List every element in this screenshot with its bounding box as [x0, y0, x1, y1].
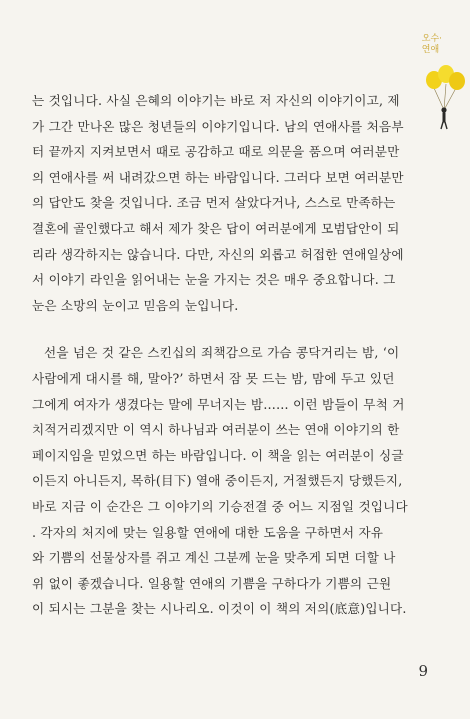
running-head-line: 연애: [421, 45, 440, 55]
text-line: 선을 넘은 것 같은 스킨십의 죄책감으로 가슴 콩닥거리는 밤, ‘이: [44, 345, 400, 361]
text-line: 사람에게 대시를 해, 말아?’ 하면서 잠 못 드는 밤, 맘에 두고 있던: [32, 370, 395, 386]
text-line: 바로 지금 이 순간은 그 이야기의 기승전결 중 어느 지점일 것입니다: [32, 498, 408, 514]
text-line: 리라 생각하지는 않습니다. 다만, 자신의 외롭고 허접한 연애일상에: [32, 246, 404, 262]
text-line: 페이지임을 믿었으면 하는 바람입니다. 이 책을 읽는 여러분이 싱글: [32, 447, 404, 463]
text-line: . 각자의 처지에 맞는 일용할 연애에 대한 도움을 구하면서 자유: [32, 524, 384, 540]
balloon-figure-illustration: [420, 58, 468, 130]
text-line: 가 그간 만나온 많은 청년들의 이야기입니다. 남의 연애사를 처음부: [32, 118, 404, 134]
text-line: 치적거리겠지만 이 역시 하나님과 여러분이 쓰는 연애 이야기의 한: [32, 422, 400, 438]
text-line: 위 없이 좋겠습니다. 일용할 연애의 기쁨을 구하다가 기쁨의 근원: [32, 575, 392, 591]
text-line: 의 연애사를 써 내려갔으면 하는 바람입니다. 그러다 보면 여러분만: [32, 169, 404, 185]
body-text: [32, 88, 410, 622]
page-number: 9: [418, 662, 428, 680]
text-line: 그에게 여자가 생겼다는 말에 무너지는 밤…… 이런 밤들이 무척 거: [32, 396, 405, 412]
text-line: 눈은 소망의 눈이고 믿음의 눈입니다.: [32, 297, 239, 313]
text-line: 결혼에 골인했다고 해서 제가 찾은 답이 여러분에게 모범답안이 되: [32, 220, 400, 236]
text-line: 서 이야기 라인을 읽어내는 눈을 가지는 것은 매우 중요합니다. 그: [32, 272, 396, 288]
running-head: [422, 34, 442, 56]
text-line: 의 답안도 찾을 것입니다. 조금 먼저 살았다거나, 스스로 만족하는: [32, 195, 396, 211]
text-line: 이 되시는 그분을 찾는 시나리오. 이것이 이 책의 저의(底意)입니다.: [32, 601, 407, 617]
paragraph: [32, 340, 410, 622]
text-line: 는 것입니다. 사실 은혜의 이야기는 바로 저 자신의 이야기이고, 제: [32, 93, 400, 108]
text-line: 이든지 아니든지, 목하(目下) 열애 중이든지, 거절했든지 당했든지,: [32, 473, 403, 489]
running-head-line: 오수·: [421, 34, 442, 44]
paragraph: [32, 88, 410, 318]
text-line: 와 기쁨의 선물상자를 쥐고 계신 그분께 눈을 맞추게 되면 더할 나: [32, 550, 396, 566]
text-line: 터 끝까지 지켜보면서 때로 공감하고 때로 의문을 품으며 여러분만: [32, 144, 400, 160]
